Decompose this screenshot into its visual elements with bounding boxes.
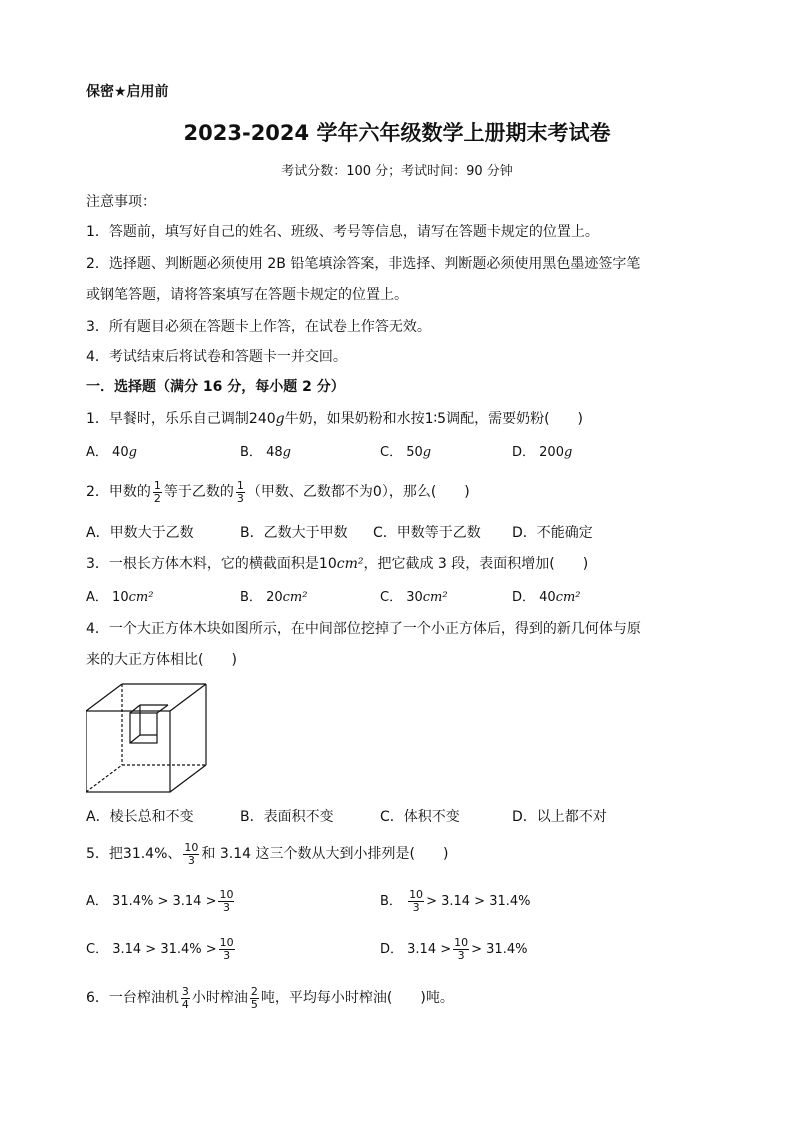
q1-text-a: 1．早餐时，乐乐自己调制: [86, 411, 249, 427]
numerator: 2: [250, 984, 258, 998]
q4-option-b[interactable]: B．表面积不变: [240, 809, 334, 825]
option-value: 48: [266, 445, 283, 460]
option-fraction: [218, 889, 234, 914]
q6-text-b: 小时榨油: [191, 990, 248, 1006]
option-key: D．: [512, 445, 536, 460]
option-key: A．: [86, 590, 108, 605]
q5-option-b[interactable]: [380, 888, 531, 916]
q6-text-a: 6．一台榨油机: [86, 990, 179, 1006]
option-value: 10: [112, 590, 129, 605]
option-unit: cm²: [555, 590, 581, 605]
q3-option-b[interactable]: [240, 589, 307, 607]
notes-heading: 注意事项：: [86, 194, 156, 210]
option-unit: cm²: [282, 590, 308, 605]
option-unit: cm²: [422, 590, 448, 605]
option-unit: g: [282, 445, 291, 460]
q1-text-c: 调配，需要奶粉( ): [446, 411, 584, 427]
q4-option-a[interactable]: A．棱长总和不变: [86, 809, 194, 825]
option-value: 30: [406, 590, 423, 605]
option-text: 31.4% > 3.14 >: [112, 894, 217, 909]
denominator: 4: [181, 997, 189, 1011]
note-3: 3．所有题目必须在答题卡上作答，在试卷上作答无效。: [86, 319, 431, 335]
option-fraction: [219, 937, 235, 962]
question-4-line-1: 4．一个大正方体木块如图所示，在中间部位挖掉了一个小正方体后，得到的新几何体与原: [86, 621, 641, 637]
option-key: C．: [86, 942, 109, 957]
q2-option-b[interactable]: B．乙数大于甲数: [240, 525, 348, 541]
q1-option-a[interactable]: [86, 444, 137, 462]
numerator: 1: [236, 478, 244, 492]
question-3: [86, 555, 588, 573]
confidential-label: 保密★启用前: [86, 84, 169, 100]
option-value: 50: [406, 445, 423, 460]
option-unit: g: [422, 445, 432, 460]
numerator: 10: [454, 936, 469, 949]
q1-text-b: 牛奶，如果奶粉和水按: [284, 411, 425, 427]
q1-option-b[interactable]: [240, 444, 291, 462]
option-value: 200: [539, 445, 564, 460]
q5-option-d[interactable]: [380, 936, 527, 964]
section-heading: 一．选择题（满分 16 分，每小题 2 分）: [86, 379, 345, 395]
note-2-line-2: 或钢笔答题，请将答案填写在答题卡规定的位置上。: [86, 287, 408, 303]
option-fraction: [408, 889, 424, 914]
q2-option-c[interactable]: C．甲数等于乙数: [373, 525, 481, 541]
q5-fraction: [183, 842, 199, 867]
denominator: 3: [412, 901, 420, 914]
q1-option-d[interactable]: [512, 444, 572, 462]
q2-text-b: 等于乙数的: [163, 484, 234, 500]
note-4: 4．考试结束后将试卷和答题卡一并交回。: [86, 349, 347, 365]
option-key: C．: [380, 590, 403, 605]
question-6: [86, 983, 454, 1013]
option-unit: g: [128, 445, 137, 460]
option-unit: g: [563, 445, 573, 460]
numerator: 10: [184, 840, 199, 854]
note-1: 1．答题前，填写好自己的姓名、班级、考号等信息，请写在答题卡规定的位置上。: [86, 224, 599, 240]
q3-option-c[interactable]: [380, 589, 448, 607]
denominator: 3: [187, 853, 195, 867]
q3-unit: cm²: [336, 556, 364, 572]
option-key: A．: [86, 894, 108, 909]
q1-option-c[interactable]: [380, 444, 431, 462]
option-key: B．: [240, 590, 262, 605]
option-value: 20: [266, 590, 283, 605]
q5-sep: 、: [167, 846, 182, 862]
q4-option-d[interactable]: D．以上都不对: [512, 809, 607, 825]
option-text-b: > 31.4%: [471, 942, 528, 957]
denominator: 3: [457, 949, 465, 962]
option-text: > 3.14 > 31.4%: [426, 894, 531, 909]
q4-option-c[interactable]: C．体积不变: [380, 809, 460, 825]
q2-text-a: 2．甲数的: [86, 484, 151, 500]
q1-value: 240: [248, 411, 276, 427]
question-5: [86, 839, 448, 869]
option-fraction: [453, 937, 469, 962]
option-text: 3.14 > 31.4% >: [112, 942, 217, 957]
numerator: 10: [409, 888, 424, 901]
q1-ratio: 1∶5: [424, 411, 447, 427]
denominator: 3: [236, 491, 244, 505]
option-key: B．: [380, 894, 402, 909]
option-key: B．: [240, 445, 262, 460]
note-2-line-1: 2．选择题、判断题必须使用 2B 铅笔填涂答案，非选择、判断题必须使用黑色墨迹签字笔: [86, 256, 641, 272]
q2-option-d[interactable]: D．不能确定: [512, 525, 593, 541]
question-1: [86, 410, 583, 428]
page-title: 2023-2024 学年六年级数学上册期末考试卷: [183, 121, 611, 145]
denominator: 3: [222, 901, 230, 914]
exam-info: 考试分数：100 分；考试时间：90 分钟: [281, 164, 513, 179]
option-text-a: 3.14 >: [407, 942, 452, 957]
option-key: D．: [512, 590, 536, 605]
q2-text-c: （甲数、乙数都不为0），那么( ): [246, 484, 470, 500]
question-4-line-2: 来的大正方体相比( ): [86, 652, 237, 668]
option-key: C．: [380, 445, 403, 460]
numerator: 3: [181, 984, 189, 998]
numerator: 10: [219, 888, 234, 901]
denominator: 2: [153, 491, 161, 505]
option-value: 40: [539, 590, 556, 605]
q6-fraction-1: [181, 986, 190, 1011]
q6-text-c: 吨，平均每小时榨油( )吨。: [260, 990, 454, 1006]
option-unit: cm²: [128, 590, 154, 605]
numerator: 10: [219, 936, 234, 949]
q5-text-a: 5．把: [86, 846, 123, 862]
q5-option-c[interactable]: [86, 936, 237, 964]
q2-fraction-1: [153, 480, 162, 505]
q6-fraction-2: [250, 986, 259, 1011]
option-value: 40: [112, 445, 129, 460]
q1-unit: g: [275, 411, 285, 427]
q3-option-a[interactable]: [86, 589, 153, 607]
q5-text-b: 和 3.14 这三个数从大到小排列是( ): [201, 846, 449, 862]
option-key: D．: [380, 942, 404, 957]
numerator: 1: [153, 478, 161, 492]
q3-value: 10: [318, 556, 337, 572]
cube-figure: [86, 681, 208, 793]
denominator: 3: [223, 949, 231, 962]
q5-option-a[interactable]: [86, 888, 236, 916]
question-2: [86, 478, 470, 506]
q5-percent: 31.4%: [122, 846, 168, 862]
q3-text-b: ，把它截成 3 段，表面积增加( ): [363, 556, 589, 572]
denominator: 5: [250, 997, 258, 1011]
q3-text-a: 3．一根长方体木料，它的横截面积是: [86, 556, 319, 572]
q2-fraction-2: [236, 480, 245, 505]
q2-option-a[interactable]: A．甲数大于乙数: [86, 525, 194, 541]
q3-option-d[interactable]: [512, 589, 581, 607]
option-key: A．: [86, 445, 108, 460]
